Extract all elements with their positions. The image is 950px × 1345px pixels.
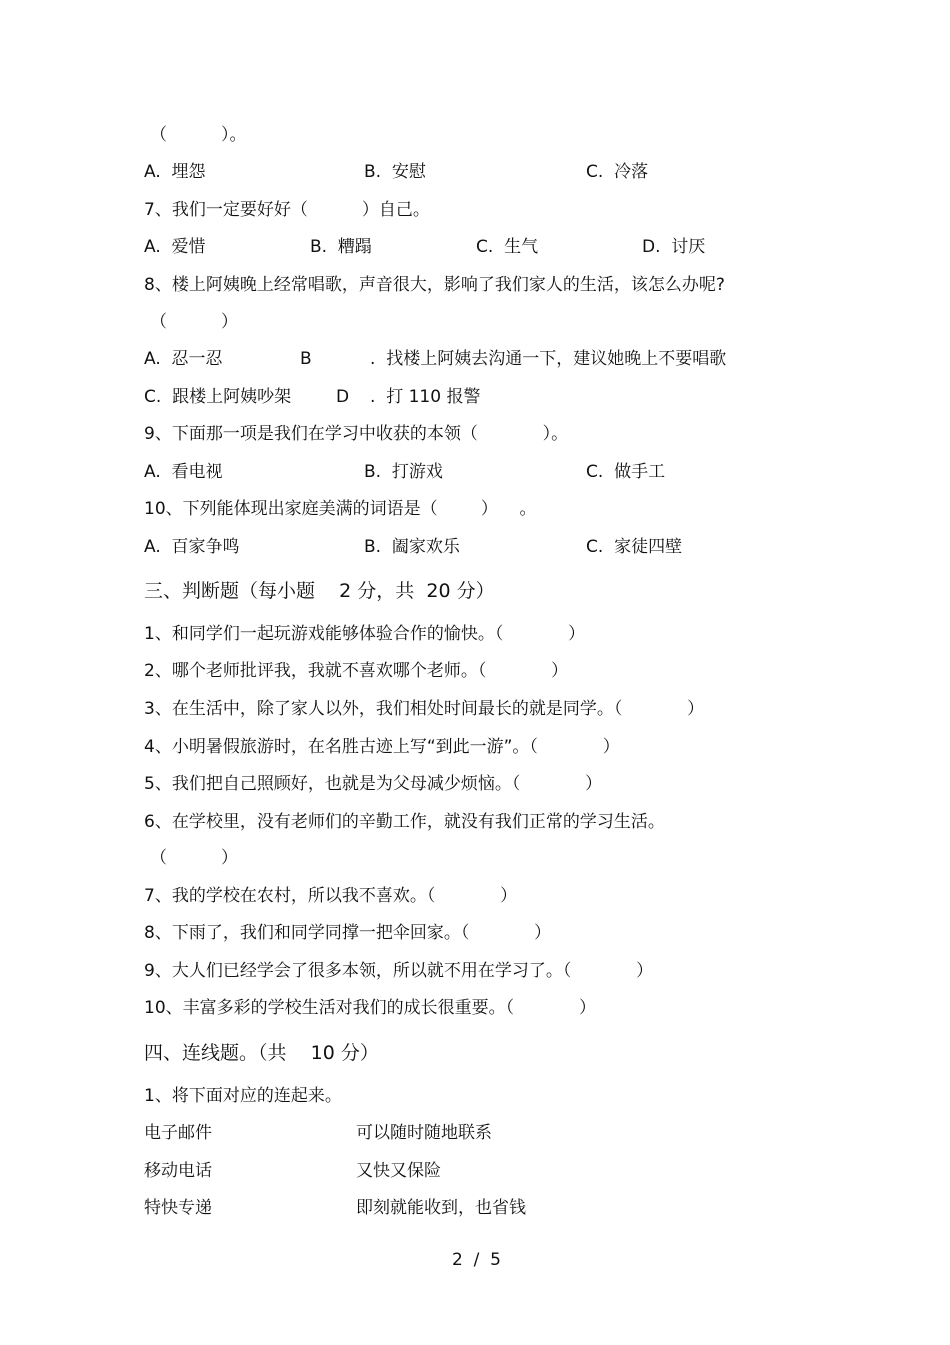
question: 6、在学校里，没有老师们的辛勤工作，就没有我们正常的学习生活。 xyxy=(144,812,665,832)
answer-blank: （ ） xyxy=(150,312,239,332)
question: 5、我们把自己照顾好，也就是为父母减少烦恼。（ ） xyxy=(144,774,603,794)
question: 10、丰富多彩的学校生活对我们的成长很重要。（ ） xyxy=(144,998,596,1018)
option: C. 冷落 xyxy=(586,162,649,182)
question: 7、我的学校在农村，所以我不喜欢。（ ） xyxy=(144,886,518,906)
section-heading: 三、判断题（每小题 2 分，共 20 分） xyxy=(144,580,495,602)
question: 1、和同学们一起玩游戏能够体验合作的愉快。（ ） xyxy=(144,624,586,644)
option: C. 家徒四壁 xyxy=(586,537,683,557)
option: B. 阖家欢乐 xyxy=(364,537,460,557)
match-left-item: 电子邮件 xyxy=(144,1123,212,1143)
question: 7、我们一定要好好（ ）自己。 xyxy=(144,200,430,220)
question: 9、下面那一项是我们在学习中收获的本领（ ）。 xyxy=(144,424,569,444)
option: A. 爱惜 xyxy=(144,237,206,257)
question: 2、哪个老师批评我，我就不喜欢哪个老师。（ ） xyxy=(144,661,569,681)
option: A. 忍一忍 xyxy=(144,349,223,369)
option: A. 百家争鸣 xyxy=(144,537,240,557)
text-line: （ ）。 xyxy=(150,125,247,145)
match-right-item: 又快又保险 xyxy=(356,1161,441,1181)
option: D. 讨厌 xyxy=(642,237,706,257)
match-right-item: 可以随时随地联系 xyxy=(356,1123,492,1143)
section-heading: 四、连线题。（共 10 分） xyxy=(144,1042,379,1064)
option: A. 看电视 xyxy=(144,462,223,482)
question: 8、楼上阿姨晚上经常唱歌，声音很大，影响了我们家人的生活，该怎么办呢? xyxy=(144,275,725,295)
option: C. 做手工 xyxy=(586,462,666,482)
option: B. 打游戏 xyxy=(364,462,443,482)
option-letter: D xyxy=(336,387,350,407)
option: C. 生气 xyxy=(476,237,539,257)
option: A. 埋怨 xyxy=(144,162,206,182)
page-number: 2 / 5 xyxy=(452,1250,501,1270)
match-right-item: 即刻就能收到，也省钱 xyxy=(356,1198,526,1218)
option-letter: B xyxy=(300,349,312,369)
question: 8、下雨了，我们和同学同撑一把伞回家。（ ） xyxy=(144,923,552,943)
question: 9、大人们已经学会了很多本领，所以就不用在学习了。（ ） xyxy=(144,961,654,981)
option: C. 跟楼上阿姨吵架 xyxy=(144,387,292,407)
option: B. 安慰 xyxy=(364,162,426,182)
question: 4、小明暑假旅游时，在名胜古迹上写“到此一游”。（ ） xyxy=(144,737,620,757)
option: . 打 110 报警 xyxy=(370,387,481,407)
match-left-item: 移动电话 xyxy=(144,1161,212,1181)
question: 1、将下面对应的连起来。 xyxy=(144,1086,342,1106)
option: . 找楼上阿姨去沟通一下，建议她晚上不要唱歌 xyxy=(370,349,727,369)
question: 3、在生活中，除了家人以外，我们相处时间最长的就是同学。（ ） xyxy=(144,699,705,719)
match-left-item: 特快专递 xyxy=(144,1198,212,1218)
option: B. 糟蹋 xyxy=(310,237,372,257)
question: 10、下列能体现出家庭美满的词语是（ ） 。 xyxy=(144,499,537,519)
answer-blank: （ ） xyxy=(150,848,239,868)
